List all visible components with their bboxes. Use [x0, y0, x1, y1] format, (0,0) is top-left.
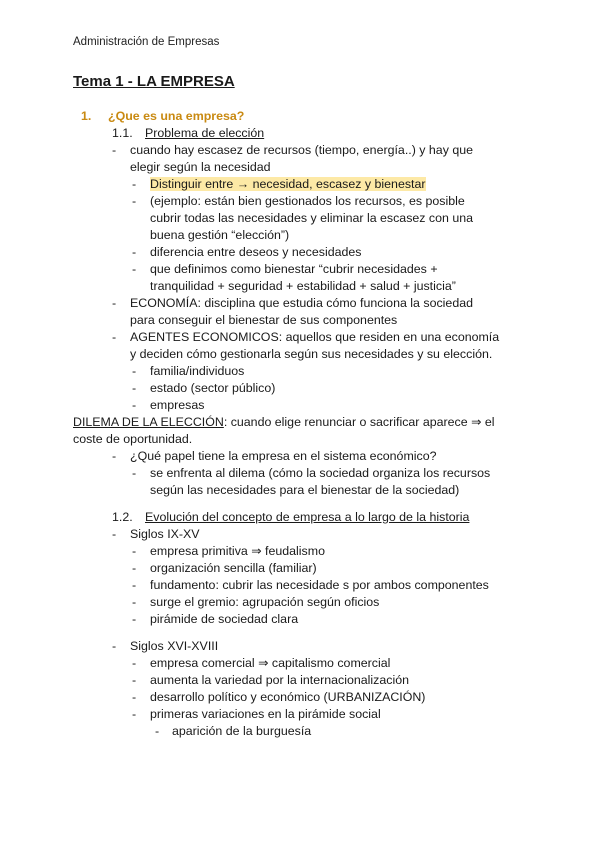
subsection-number: 1.1.: [112, 126, 133, 140]
list-item: [150, 176, 426, 193]
bullet-dash: -: [132, 656, 137, 670]
list-item: AGENTES ECONOMICOS: aquellos que residen en una economía: [130, 330, 500, 344]
bullet-dash: -: [132, 194, 137, 208]
list-item: desarrollo político y económico (URBANIZACIÓN): [150, 690, 426, 704]
list-item: ECONOMÍA: disciplina que estudia cómo funciona la sociedad: [130, 296, 473, 310]
list-item: tranquilidad + seguridad + estabilidad + salud + justicia”: [150, 279, 456, 293]
list-item: se enfrenta al dilema (cómo la sociedad organiza los recursos: [150, 466, 491, 480]
list-item: familia/individuos: [150, 364, 245, 378]
period-label: Siglos IX-XV: [130, 527, 200, 541]
bullet-dash: -: [132, 595, 137, 609]
list-item: según las necesidades para el bienestar de la sociedad): [150, 483, 460, 497]
bullet-dash: -: [112, 143, 117, 157]
bullet-dash: -: [132, 707, 137, 721]
bullet-dash: -: [132, 673, 137, 687]
list-item: empresas: [150, 398, 205, 412]
list-item: fundamento: cubrir las necesidade s por ambos componentes: [150, 578, 489, 592]
section-title: ¿Que es una empresa?: [108, 109, 245, 123]
bullet-dash: -: [132, 262, 137, 276]
list-item: empresa comercial ⇒ capitalismo comercial: [150, 656, 391, 670]
bullet-dash: -: [112, 527, 117, 541]
list-item: aumenta la variedad por la internacionalización: [150, 673, 409, 687]
subsection-title: Evolución del concepto de empresa a lo largo de la historia: [145, 510, 470, 524]
list-item: ¿Qué papel tiene la empresa en el sistema económico?: [130, 449, 437, 463]
bullet-dash: -: [132, 466, 137, 480]
list-item: pirámide de sociedad clara: [150, 612, 299, 626]
list-item: cubrir todas las necesidades y eliminar la escasez con una: [150, 211, 474, 225]
dilema-text: : cuando elige renunciar o sacrificar aparece ⇒ el: [223, 415, 495, 429]
page-title: Tema 1 - LA EMPRESA: [73, 73, 235, 90]
bullet-dash: -: [155, 724, 160, 738]
dilema-paragraph-cont: coste de oportunidad.: [73, 432, 193, 446]
dilema-label: DILEMA DE LA ELECCIÓN: [73, 415, 224, 429]
bullet-dash: -: [132, 612, 137, 626]
bullet-dash: -: [132, 364, 137, 378]
section-number: 1.: [81, 109, 92, 123]
period-label: Siglos XVI-XVIII: [130, 639, 219, 653]
bullet-dash: -: [132, 245, 137, 259]
bullet-dash: -: [112, 296, 117, 310]
list-item: buena gestión “elección”): [150, 228, 290, 242]
bullet-dash: -: [112, 639, 117, 653]
list-item: primeras variaciones en la pirámide social: [150, 707, 381, 721]
bullet-dash: -: [132, 544, 137, 558]
subsection-title: Problema de elección: [145, 126, 265, 140]
bullet-dash: -: [112, 330, 117, 344]
list-item: para conseguir el bienestar de sus componentes: [130, 313, 398, 327]
list-item: cuando hay escasez de recursos (tiempo, energía..) y hay que: [130, 143, 473, 157]
list-item: estado (sector público): [150, 381, 276, 395]
bullet-dash: -: [132, 690, 137, 704]
list-item: elegir según la necesidad: [130, 160, 271, 174]
list-item: (ejemplo: están bien gestionados los recursos, es posible: [150, 194, 465, 208]
bullet-dash: -: [112, 449, 117, 463]
list-item: diferencia entre deseos y necesidades: [150, 245, 362, 259]
subsection-number: 1.2.: [112, 510, 133, 524]
dilema-paragraph: [73, 414, 495, 431]
bullet-dash: -: [132, 177, 137, 191]
bullet-dash: -: [132, 561, 137, 575]
page-header: Administración de Empresas: [73, 36, 220, 48]
list-item: y deciden cómo gestionarla según sus necesidades y su elección.: [130, 347, 493, 361]
bullet-dash: -: [132, 398, 137, 412]
list-item: empresa primitiva ⇒ feudalismo: [150, 544, 325, 558]
list-subitem: aparición de la burguesía: [172, 724, 312, 738]
list-item: organización sencilla (familiar): [150, 561, 317, 575]
bullet-dash: -: [132, 578, 137, 592]
bullet-dash: -: [132, 381, 137, 395]
list-item: que definimos como bienestar “cubrir necesidades +: [150, 262, 438, 276]
list-item: surge el gremio: agrupación según oficios: [150, 595, 380, 609]
highlighted-text: Distinguir entre → necesidad, escasez y bienestar: [150, 177, 426, 191]
